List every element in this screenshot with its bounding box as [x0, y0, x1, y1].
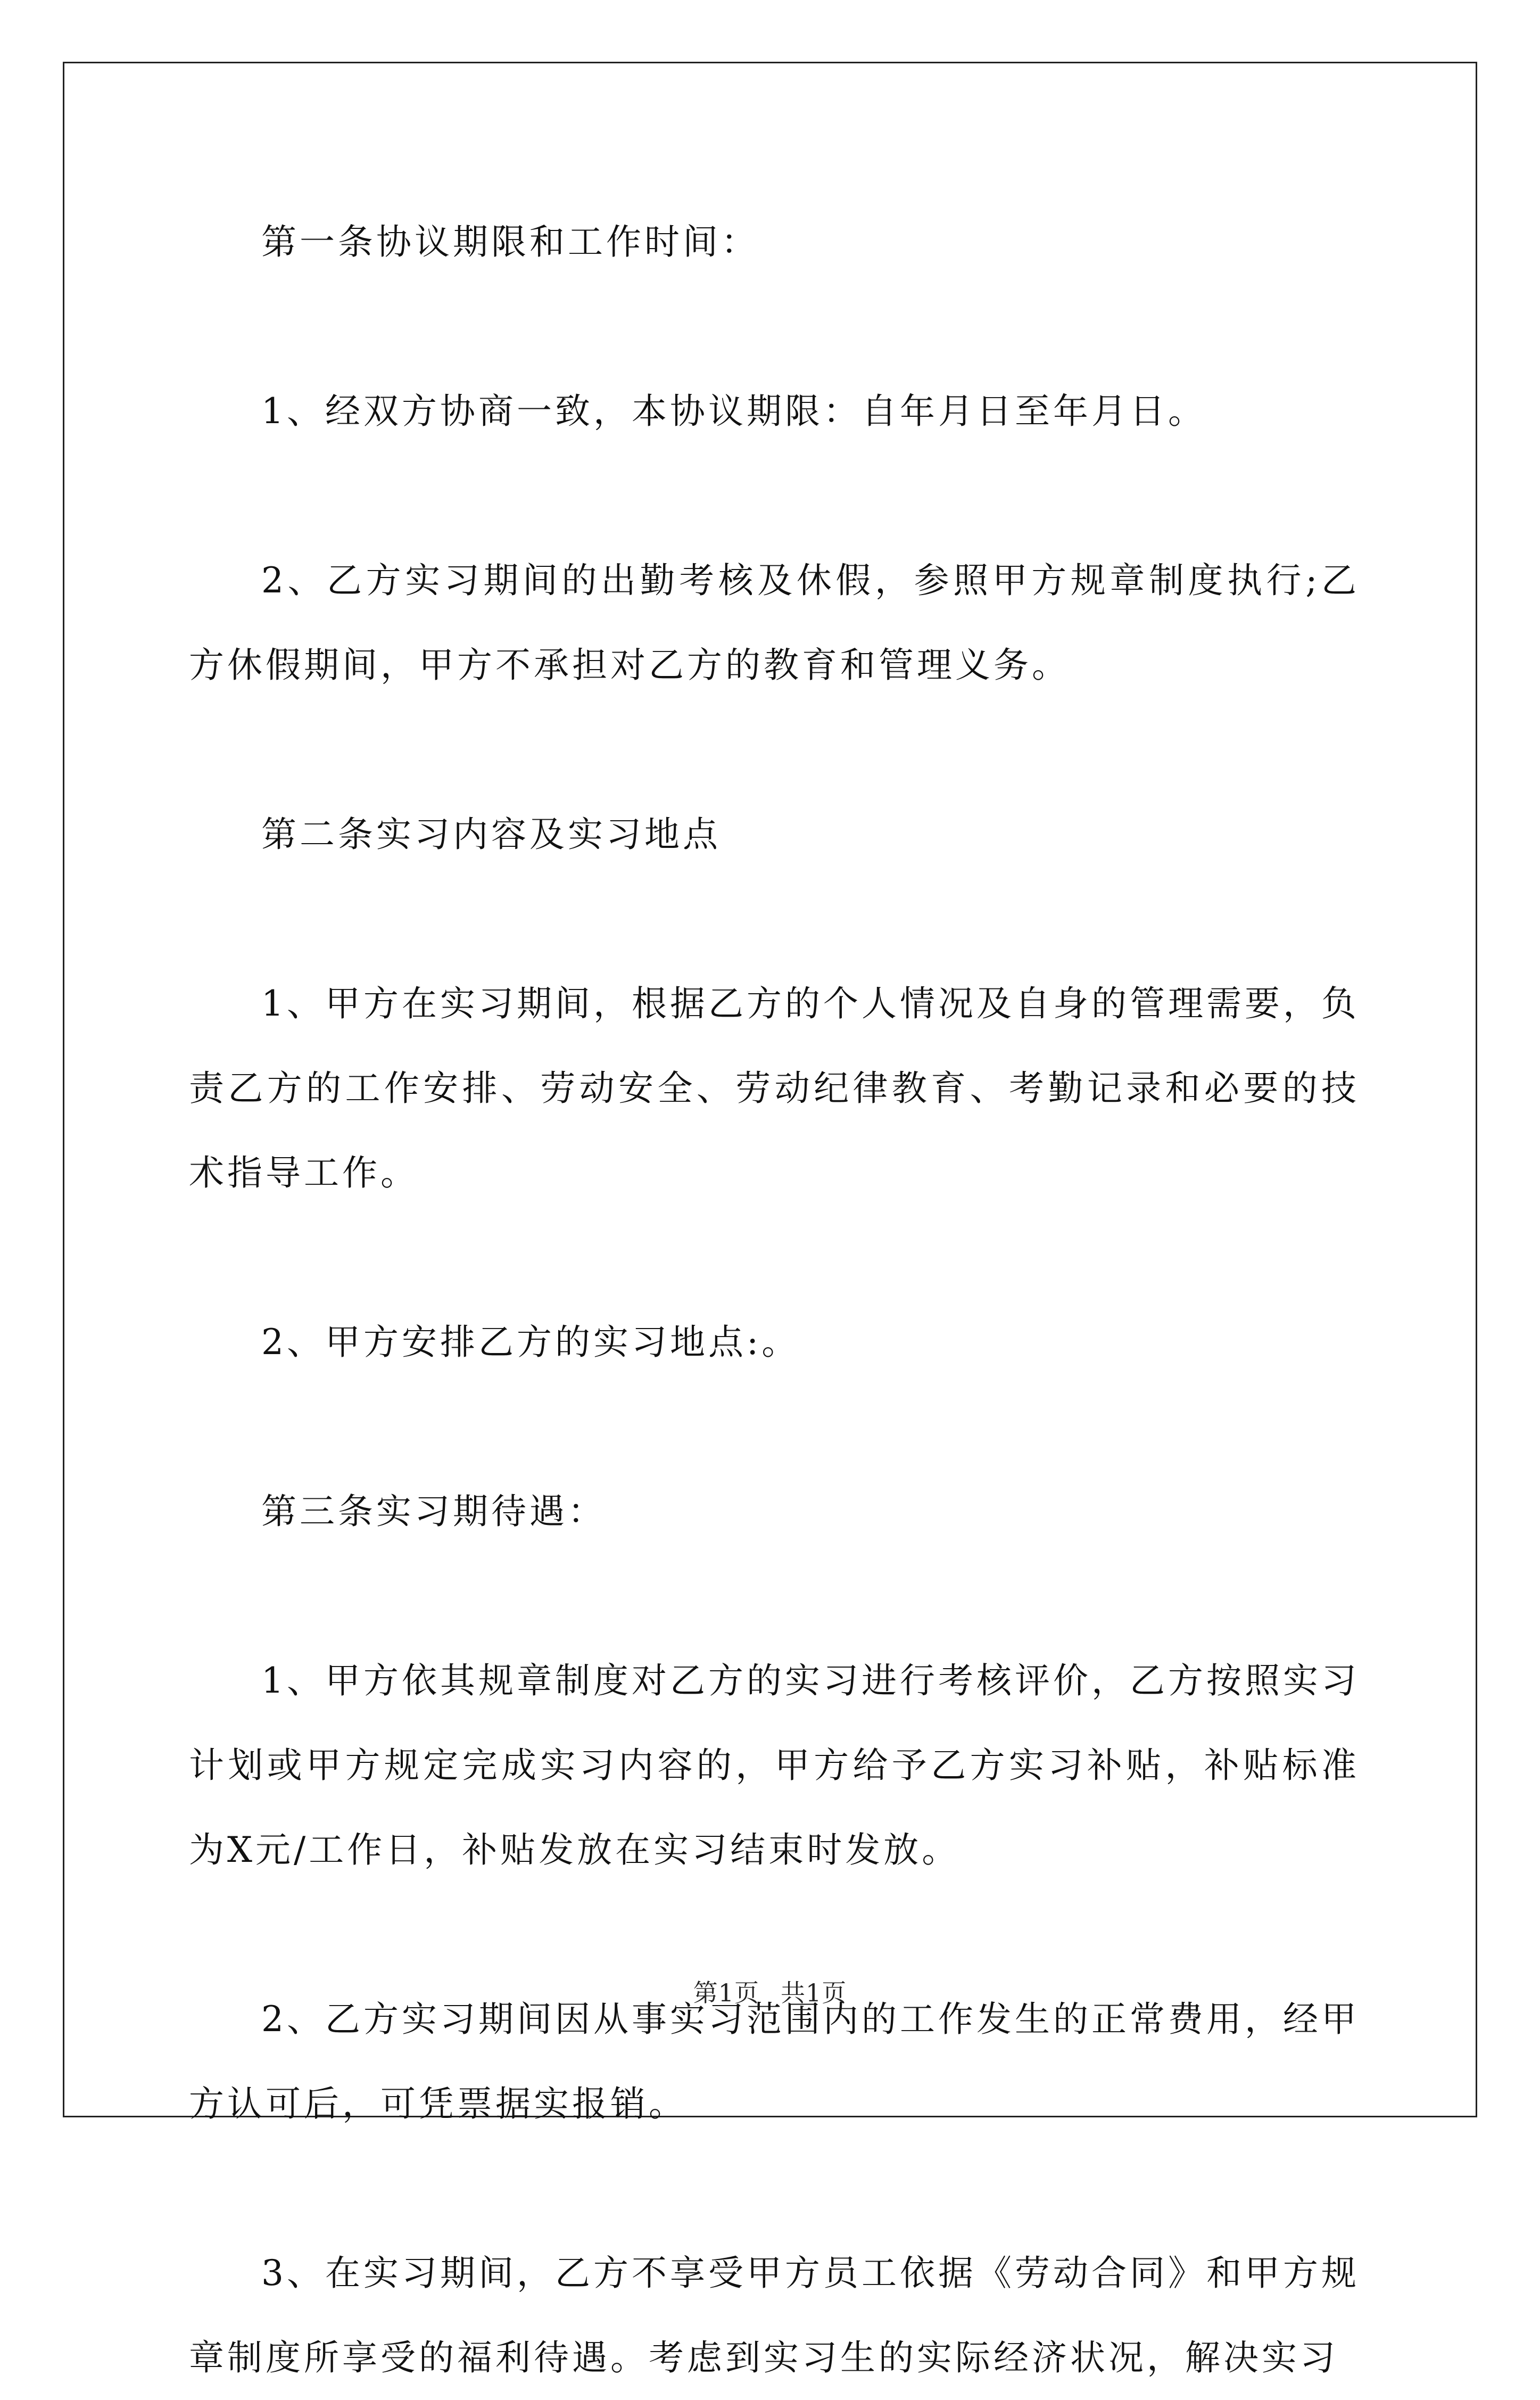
page-number: 第1页: [693, 1978, 759, 2007]
paragraph-9: 2、乙方实习期间因从事实习范围内的工作发生的正常费用，经甲方认可后，可凭票据实报销。: [189, 1999, 1360, 2124]
paragraph-5: 1、甲方在实习期间，根据乙方的个人情况及自身的管理需要，负责乙方的工作安排、劳动安全、劳动纪律教育、考勤记录和必要的技术指导工作。: [189, 983, 1360, 1193]
paragraph-1: 第一条协议期限和工作时间：: [261, 221, 759, 262]
paragraph-7: 第三条实习期待遇：: [261, 1491, 606, 1532]
document-body: [189, 200, 1360, 2400]
page-total: 共1页: [781, 1978, 847, 2007]
paragraph-6: 2、甲方安排乙方的实习地点:。: [261, 1322, 800, 1363]
paragraph-10: 3、在实习期间，乙方不享受甲方员工依据《劳动合同》和甲方规章制度所享受的福利待遇。考虑到实习生的实际经济状况，解决实习: [189, 2253, 1360, 2378]
paragraph-8: 1、甲方依其规章制度对乙方的实习进行考核评价，乙方按照实习计划或甲方规定完成实习内容的，甲方给予乙方实习补贴，补贴标准为X元/工作日，补贴发放在实习结束时发放。: [189, 1660, 1360, 1870]
paragraph-2: 1、经双方协商一致，本协议期限：自年月日至年月日。: [261, 391, 1206, 432]
page-footer: [0, 1974, 1540, 2009]
paragraph-4: 第二条实习内容及实习地点: [261, 814, 721, 855]
paragraph-3: 2、乙方实习期间的出勤考核及休假，参照甲方规章制度执行;乙方休假期间，甲方不承担对乙方的教育和管理义务。: [189, 560, 1360, 686]
